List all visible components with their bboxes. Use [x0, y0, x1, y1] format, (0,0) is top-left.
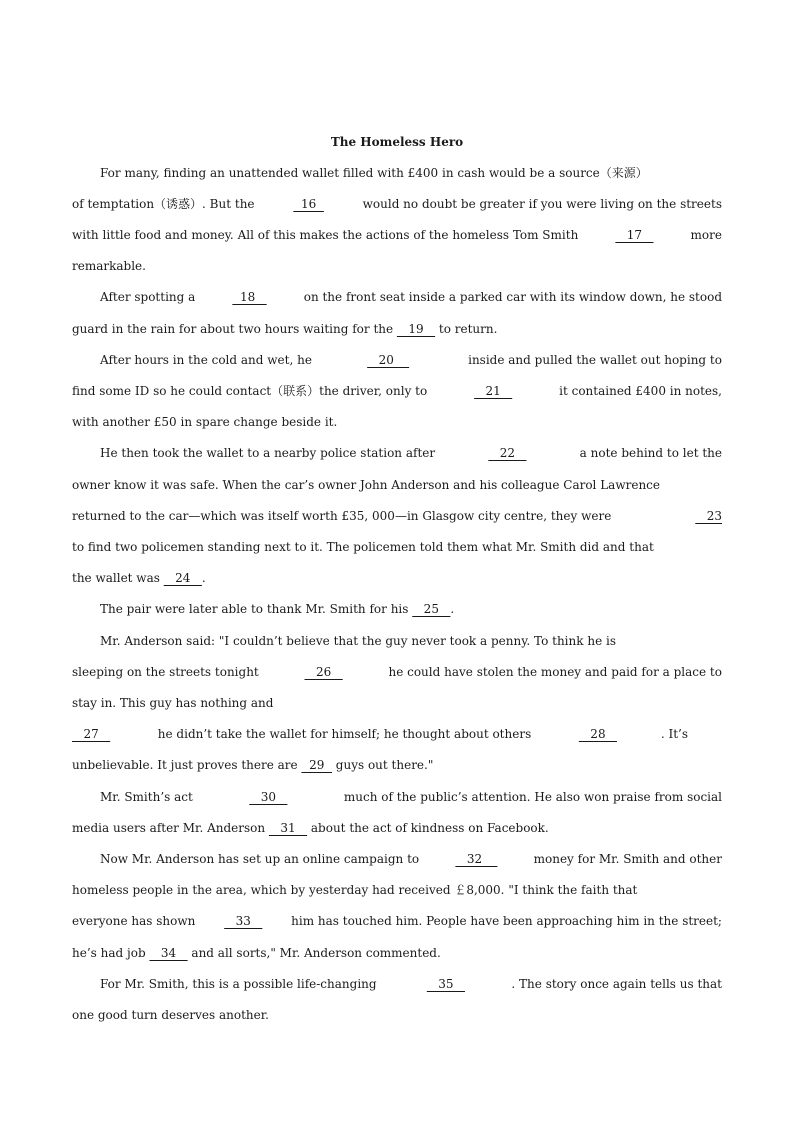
text-segment: the wallet was	[72, 571, 164, 585]
answer-blank-31: 31	[268, 821, 308, 835]
text-line-21	[100, 787, 722, 807]
text-line-17	[72, 662, 722, 682]
answer-blank-16: 16	[293, 197, 324, 211]
answer-blank-26: 26	[304, 665, 343, 679]
answer-blank-29: 29	[301, 758, 332, 772]
text-segment: money for Mr. Smith and other	[529, 852, 722, 866]
answer-blank-23: 23	[695, 509, 722, 523]
text-segment: find some ID so he could contact（联系）the driver, only to	[72, 384, 432, 398]
text-segment: remarkable.	[72, 259, 146, 273]
text-segment: After hours in the cold and wet, he	[100, 353, 316, 367]
answer-blank-34: 34	[149, 946, 188, 960]
answer-blank-32: 32	[455, 852, 498, 866]
text-line-3	[72, 225, 722, 245]
text-line-13	[72, 537, 722, 557]
answer-blank-19: 19	[396, 322, 436, 336]
text-segment: him has touched him. People have been approaching him in the street;	[287, 914, 722, 928]
text-line-12	[72, 506, 722, 526]
text-segment: much of the public’s attention. He also won praise from social	[340, 790, 722, 804]
text-segment: homeless people in the area, which by yesterday had received ￡8,000. "I think the faith that	[72, 883, 638, 897]
text-line-5	[100, 287, 722, 307]
answer-blank-21: 21	[474, 384, 513, 398]
text-segment: For Mr. Smith, this is a possible life-changing	[100, 977, 381, 991]
answer-blank-18: 18	[232, 290, 267, 304]
answer-blank-30: 30	[249, 790, 288, 804]
text-segment: of temptation（诱惑）. But the	[72, 197, 259, 211]
answer-blank-27: 27	[72, 727, 111, 741]
answer-blank-24: 24	[163, 571, 202, 585]
text-segment: to find two policemen standing next to it. The policemen told them what Mr. Smith did and that	[72, 540, 654, 554]
text-line-4	[72, 256, 722, 276]
text-line-25	[72, 911, 722, 931]
answer-blank-20: 20	[367, 353, 410, 367]
text-segment: would no doubt be greater if you were living on the streets	[358, 197, 722, 211]
answer-blank-35: 35	[426, 977, 465, 991]
text-segment: owner know it was safe. When the car’s owner John Anderson and his colleague Carol Lawrence	[72, 478, 660, 492]
text-segment: to return.	[435, 322, 498, 336]
text-segment: returned to the car—which was itself worth £35, 000—in Glasgow city centre, they were	[72, 509, 616, 523]
text-segment: Now Mr. Anderson has set up an online campaign to	[100, 852, 423, 866]
text-segment: he didn’t take the wallet for himself; he thought about others	[153, 727, 536, 741]
text-segment: guys out there."	[331, 758, 434, 772]
text-segment: a note behind to let the	[575, 446, 722, 460]
text-line-15	[100, 599, 722, 619]
text-segment: The pair were later able to thank Mr. Smith for his	[100, 602, 413, 616]
text-segment: unbelievable. It just proves there are	[72, 758, 302, 772]
text-segment: He then took the wallet to a nearby police station after	[100, 446, 439, 460]
text-segment: on the front seat inside a parked car with its window down, he stood	[299, 290, 722, 304]
answer-blank-22: 22	[488, 446, 527, 460]
text-line-6	[72, 319, 722, 339]
text-segment: he could have stolen the money and paid for a place to	[384, 665, 722, 679]
text-line-23	[100, 849, 722, 869]
document-title: The Homeless Hero	[330, 135, 464, 149]
text-segment: more	[686, 228, 722, 242]
answer-blank-17: 17	[615, 228, 654, 242]
text-segment: one good turn deserves another.	[72, 1008, 269, 1022]
text-line-2	[72, 194, 722, 214]
text-segment: with another £50 in spare change beside it.	[72, 415, 338, 429]
text-line-9	[72, 412, 722, 432]
text-segment: everyone has shown	[72, 914, 200, 928]
answer-blank-28: 28	[578, 727, 618, 741]
text-line-10	[100, 443, 722, 463]
text-line-8	[72, 381, 722, 401]
text-line-19	[72, 724, 688, 744]
text-segment: about the act of kindness on Facebook.	[307, 821, 549, 835]
text-line-22	[72, 818, 722, 838]
text-segment: guard in the rain for about two hours waiting for the	[72, 322, 397, 336]
text-segment: inside and pulled the wallet out hoping to	[460, 353, 722, 367]
text-segment: it contained £400 in notes,	[555, 384, 722, 398]
text-line-14	[72, 568, 722, 588]
text-line-18	[72, 693, 722, 713]
text-line-26	[72, 943, 722, 963]
text-segment: stay in. This guy has nothing and	[72, 696, 274, 710]
text-line-20	[72, 755, 722, 775]
answer-blank-25: 25	[412, 602, 451, 616]
text-segment: After spotting a	[100, 290, 200, 304]
answer-blank-33: 33	[224, 914, 263, 928]
text-segment: media users after Mr. Anderson	[72, 821, 269, 835]
text-segment: and all sorts," Mr. Anderson commented.	[187, 946, 441, 960]
text-line-28	[72, 1005, 722, 1025]
text-segment: .	[450, 602, 455, 616]
text-segment: For many, finding an unattended wallet filled with £400 in cash would be a source（来源）	[100, 166, 648, 180]
text-line-7	[100, 350, 722, 370]
text-segment: . The story once again tells us that	[511, 977, 722, 991]
text-segment: Mr. Anderson said: "I couldn’t believe that the guy never took a penny. To think he is	[100, 634, 616, 648]
text-segment: Mr. Smith’s act	[100, 790, 197, 804]
text-segment: with little food and money. All of this makes the actions of the homeless Tom Smith	[72, 228, 583, 242]
text-segment: sleeping on the streets tonight	[72, 665, 263, 679]
text-segment: .	[201, 571, 206, 585]
text-line-1	[100, 163, 722, 183]
text-segment: he’s had job	[72, 946, 150, 960]
text-line-11	[72, 475, 722, 495]
text-line-16	[100, 631, 722, 651]
text-line-24	[72, 880, 722, 900]
text-line-27	[100, 974, 722, 994]
text-segment: . It’s	[660, 727, 688, 741]
